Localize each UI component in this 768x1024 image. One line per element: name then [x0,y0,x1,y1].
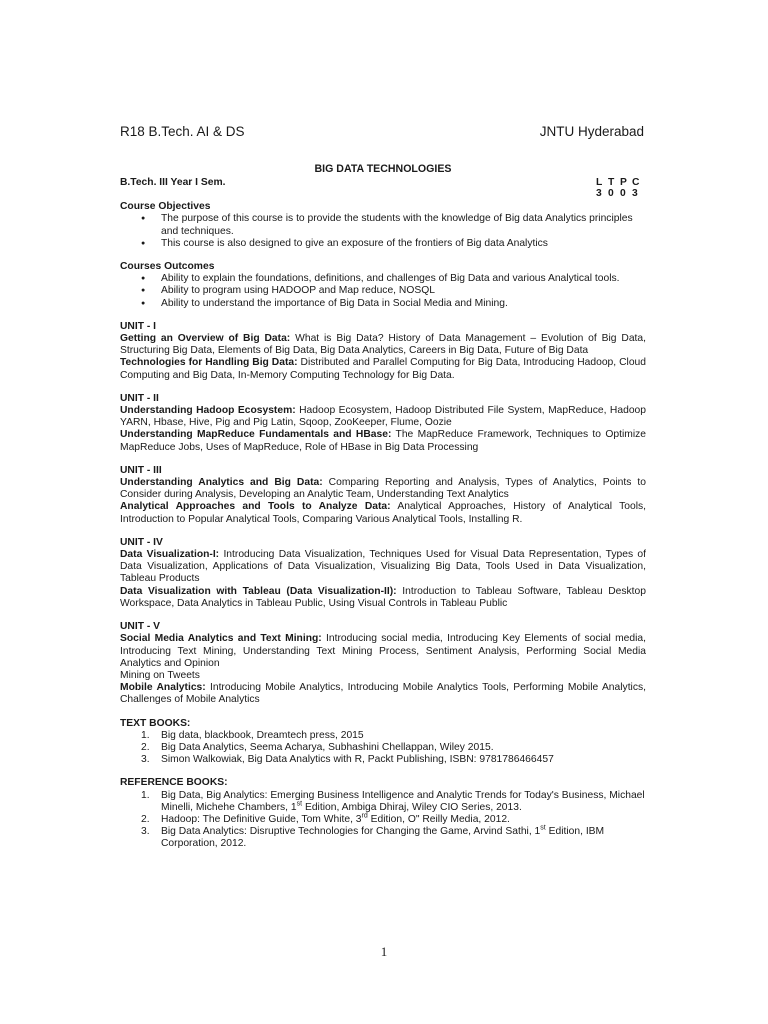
item-number: 3. [141,826,150,838]
unit-3 [120,465,646,526]
ltpc-label: T [608,177,615,189]
ltpc-table [596,177,644,199]
unit-paragraph [120,501,646,525]
ltpc-label: P [620,177,627,189]
unit-paragraph [120,429,646,453]
unit-paragraph [120,633,646,670]
topic-text: Analytical Approaches, History of Analytical Tools, Introduction to Popular Analytical Tools, Comparing Various Analytical Tools, Installing R. [120,501,646,525]
item-number: 2. [141,813,150,825]
item-text: Edition, O" Reilly Media, 2012. [367,813,510,825]
outcomes-heading: Courses Outcomes [120,261,215,273]
topic-heading: Analytical Approaches and Tools to Analyze Data: [120,501,391,513]
year-semester: B.Tech. III Year I Sem. [120,177,226,189]
course-title: BIG DATA TECHNOLOGIES [314,163,452,175]
list-item [141,730,646,742]
reference-books-heading: REFERENCE BOOKS: [120,777,228,789]
superscript: st [296,800,303,808]
item-text: Big Data Analytics, Seema Acharya, Subhashini Chellappan, Wiley 2015. [161,741,494,753]
list-item: ● Ability to program using HADOOP and Map reduce, NOSQL [141,285,646,297]
page-number: 1 [380,944,388,959]
item-number: 3. [141,754,150,766]
unit-paragraph [120,670,646,682]
unit-paragraph [120,682,646,706]
ltpc-value: 0 [608,188,614,200]
topic-heading: Technologies for Handling Big Data: [120,357,298,369]
unit-4 [120,537,646,610]
topic-text: Introducing Data Visualization, Techniques Used for Visual Data Representation, Types of Data Visualization, Applications of Data Visualization, Visualizing Big Data, Tools Used in Data Visualization, Tableau Products [120,549,646,585]
unit-title: UNIT - I [120,320,157,332]
unit-paragraph [120,405,646,429]
objectives-list [120,213,646,250]
ltpc-value: 0 [620,188,626,200]
unit-2 [120,393,646,454]
item-text: Hadoop: The Definitive Guide, Tom White, 3 [161,813,362,825]
unit-paragraph [120,477,646,501]
item-text: Simon Walkowiak, Big Data Analytics with R, Packt Publishing, ISBN: 9781786466457 [161,754,554,766]
topic-text: What is Big Data? History of Data Management – Evolution of Big Data, Structuring Big Data, Elements of Big Data, Big Data Analytics, Careers in Big Data, Future of Big Data [120,333,647,357]
item-text: Big Data Analytics: Disruptive Technologies for Changing the Game, Arvind Sathi, 1 [161,826,541,838]
superscript: st [540,824,546,832]
topic-heading: Mobile Analytics: [120,682,206,694]
unit-1 [120,321,646,382]
unit-title: UNIT - IV [120,536,163,548]
topic-text: Hadoop Ecosystem, Hadoop Distributed File System, MapReduce, Hadoop YARN, Hbase, Hive, Pig and Pig Latin, Sqoop, ZooKeeper, Flume, Oozie [120,405,646,429]
item-number: 1. [141,789,150,801]
item-text: Edition, Ambiga Dhiraj, Wiley CIO Series, 2013. [302,801,522,813]
ltpc-value: 3 [632,188,638,200]
topic-text: Introduction to Tableau Software, Tableau Desktop Workspace, Data Analytics in Tableau Public, Using Visual Controls in Tableau Public [120,585,646,609]
header-program: R18 B.Tech. AI & DS [120,124,245,139]
ltpc-value: 3 [596,188,602,200]
item-text: Big Data, Big Analytics: Emerging Business Intelligence and Analytic Trends for Today's Business, Michael Minelli, Michehe Chambers, 1 [161,789,645,813]
header-university: JNTU Hyderabad [539,124,644,139]
item-number: 2. [141,741,150,753]
unit-title: UNIT - V [120,621,161,633]
text-books-heading: TEXT BOOKS: [120,717,191,729]
syllabus-content [120,163,646,851]
list-item [141,742,646,754]
list-item: ● This course is also designed to give an exposure of the frontiers of Big data Analytics [141,238,646,250]
item-text: Edition, IBM Corporation, 2012. [161,826,605,850]
list-item [141,790,646,814]
list-item: ● Ability to explain the foundations, definitions, and challenges of Big Data and various Analytical tools. [141,273,646,285]
topic-text: The MapReduce Framework, Techniques to Optimize MapReduce Jobs, Uses of MapReduce, Role of HBase in Big Data Processing [120,429,646,453]
unit-title: UNIT - III [120,464,162,476]
unit-paragraph [120,333,646,357]
topic-heading: Data Visualization with Tableau (Data Visualization-II): [120,585,397,597]
course-meta-row [120,177,646,201]
unit-paragraph [120,549,646,586]
outcomes-list [120,273,646,310]
unit-paragraph [120,586,646,610]
topic-text: Introducing Mobile Analytics, Introducing Mobile Analytics Tools, Performing Mobile Analytics, Challenges of Mobile Analytics [120,682,647,706]
topic-heading: Understanding MapReduce Fundamentals and HBase: [120,429,392,441]
unit-title: UNIT - II [120,392,159,404]
topic-heading: Data Visualization-I: [120,549,220,561]
topic-text: Mining on Tweets [120,669,200,681]
reference-books-list [120,790,646,851]
list-item: ● The purpose of this course is to provide the students with the knowledge of Big data Analytics principles and techniques. [141,213,646,237]
superscript: rd [361,812,368,820]
topic-text: Distributed and Parallel Computing for Big Data, Introducing Hadoop, Cloud Computing and Big Data, In-Memory Computing Technology for Big Data. [120,357,646,381]
text-books-list [120,730,646,767]
ltpc-label: L [596,177,603,189]
list-item: ● Ability to understand the importance of Big Data in Social Media and Mining. [141,298,646,310]
unit-paragraph [120,357,646,381]
topic-heading: Social Media Analytics and Text Mining: [120,633,322,645]
objectives-heading: Course Objectives [120,201,211,213]
item-number: 1. [141,729,150,741]
topic-text: Introducing social media, Introducing Key Elements of social media, Introducing Text Mining, Understanding Text Mining Process, Sentiment Analysis, Performing Social Media Analytics and Opinion [120,633,647,669]
topic-heading: Getting an Overview of Big Data: [120,333,291,345]
ltpc-label: C [632,177,640,189]
topic-heading: Understanding Hadoop Ecosystem: [120,405,296,417]
list-item [141,826,646,850]
topic-heading: Understanding Analytics and Big Data: [120,477,323,489]
ltpc-values [596,188,644,199]
unit-5 [120,621,646,706]
list-item [141,814,646,826]
ltpc-labels [596,177,644,188]
list-item [141,754,646,766]
item-text: Big data, blackbook, Dreamtech press, 2015 [161,729,364,741]
topic-text: Comparing Reporting and Analysis, Types of Analytics, Points to Consider during Analysis, Developing an Analytic Team, Understanding Text Analytics [120,477,646,501]
